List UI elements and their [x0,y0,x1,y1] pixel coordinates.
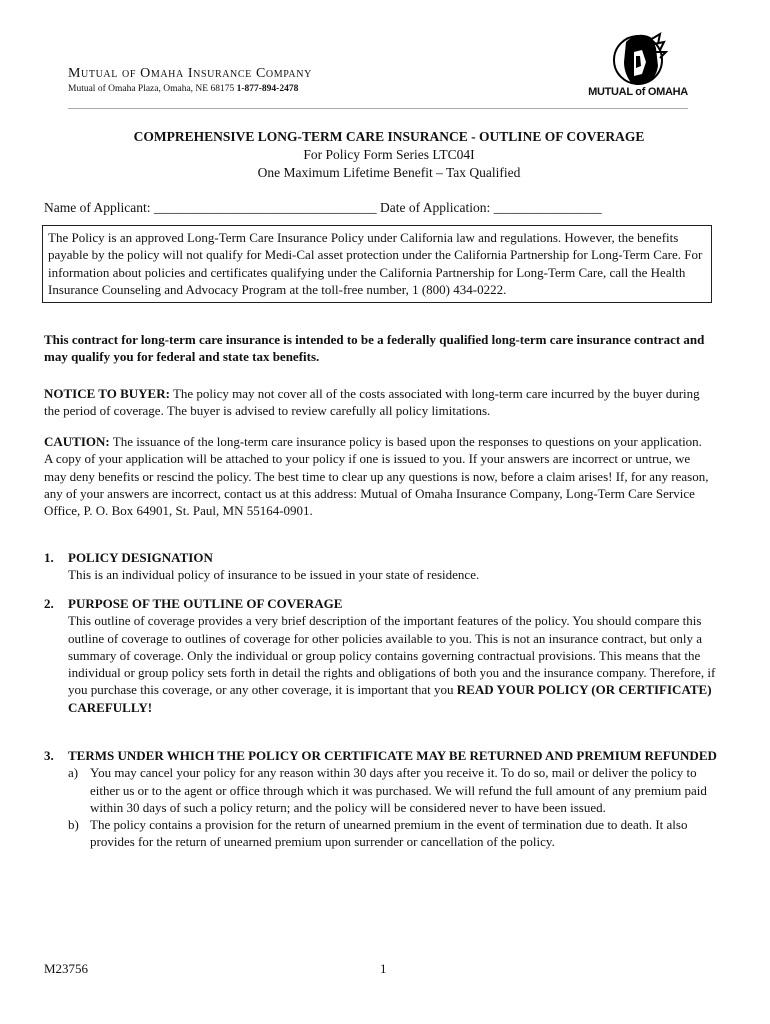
header-divider [68,108,688,109]
applicant-name-label: Name of Applicant: [44,200,151,215]
list-item-letter: a) [68,765,79,781]
title-block [44,128,734,182]
benefit-type: One Maximum Lifetime Benefit – Tax Qualified [257,165,521,180]
notice-to-buyer-text: The policy may not cover all of the costs associated with long-term care incurred by the buyer during the period of coverage. The buyer is advised to review carefully all policy limitations. [44,386,700,419]
section-body-text: This outline of coverage provides a very brief description of the important features of the policy. You should compare this outline of coverage to outlines of coverage for other policies available to you. This is not an insurance contract, but only a summary of coverage. Only the individual or group policy contains governing contractual provisions. This means that the individual or group policy sets forth in detail the rights and obligations of both you and the insurance company. Therefore, if you purchase this coverage, or any other coverage, it is important that you [68,613,716,698]
section-heading: POLICY DESIGNATION [68,550,213,565]
document-title: COMPREHENSIVE LONG-TERM CARE INSURANCE - OUTLINE OF COVERAGE [133,129,645,144]
caution-paragraph [44,433,712,519]
address-text: Mutual of Omaha Plaza, Omaha, NE 68175 [68,84,235,94]
partnership-notice-box: The Policy is an approved Long-Term Care Insurance Policy under California law and regulations. However, the benefits payable by the policy will not qualify for Medi-Cal asset protection under the California Partnership for Long-Term Care. For information about policies and certificates qualifying under the California Partnership for Long-Term Care, call the Health Insurance Counseling and Advocacy Program at the toll-free number, 1 (800) 434-0222. [42,225,712,303]
caution-label: CAUTION: [44,434,110,449]
section-purpose-of-outline [44,595,724,716]
list-item [68,816,724,851]
phone-number: 1-877-894-2478 [236,84,299,94]
notice-to-buyer-label: NOTICE TO BUYER: [44,386,170,401]
company-address [68,84,298,94]
application-date-label: Date of Application: [379,200,491,215]
section-policy-designation [44,549,724,584]
letterhead [68,62,688,108]
list-item-text: The policy contains a provision for the return of unearned premium in the event of termination due to death. It also provides for the return of unearned premium upon surrender or cancellation of the policy. [90,817,688,850]
federal-qualified-notice: This contract for long-term care insurance is intended to be a federally qualified long-term care insurance contract and may qualify you for federal and state tax benefits. [44,332,705,365]
section-number: 1. [44,550,54,565]
section-heading: PURPOSE OF THE OUTLINE OF COVERAGE [68,596,343,611]
section-heading: TERMS UNDER WHICH THE POLICY OR CERTIFICATE MAY BE RETURNED AND PREMIUM REFUNDED [68,748,717,763]
section-body: This is an individual policy of insurance to be issued in your state of residence. [68,567,480,583]
caution-text: The issuance of the long-term care insurance policy is based upon the responses to questions on your application. A copy of your application will be attached to your policy if one is issued to you. If your answers are incorrect or untrue, we may deny benefits or rescind the policy. The best time to clear up any questions is now, before a claim arises! If, for any reason, any of your answers are incorrect, contact us at this address: Mutual of Omaha Insurance Company, Long-Term Care Service Office, P. O. Box 64901, St. Paul, MN 55164-0901. [44,434,709,519]
logo-wordmark: MUTUAL of OMAHA [588,86,688,98]
notice-to-buyer [44,385,712,420]
policy-form-series: For Policy Form Series LTC04I [303,147,475,162]
application-date-field[interactable]: ________________ [493,200,602,215]
section-body-emphasis: READ YOUR POLICY (OR CERTIFICATE) CAREFULLY! [68,682,712,715]
page-number: 1 [380,961,387,976]
section-number: 3. [44,748,54,763]
form-code: M23756 [44,961,89,976]
section-number: 2. [44,596,54,611]
applicant-name-field[interactable]: _________________________________ [153,200,377,215]
company-name: Mutual of Omaha Insurance Company [68,66,312,81]
list-item-letter: b) [68,817,79,833]
section-body [68,612,724,716]
list-item-text: You may cancel your policy for any reason within 30 days after you receive it. To do so, mail or deliver the policy to either us or to the agent or office through which it was purchased. We will refund the full amount of any premium paid within 30 days of such a policy return; and the policy will be considered never to have been issued. [90,765,707,815]
section-return-and-refund [44,747,724,851]
list-item [68,764,724,816]
applicant-line [44,199,734,217]
